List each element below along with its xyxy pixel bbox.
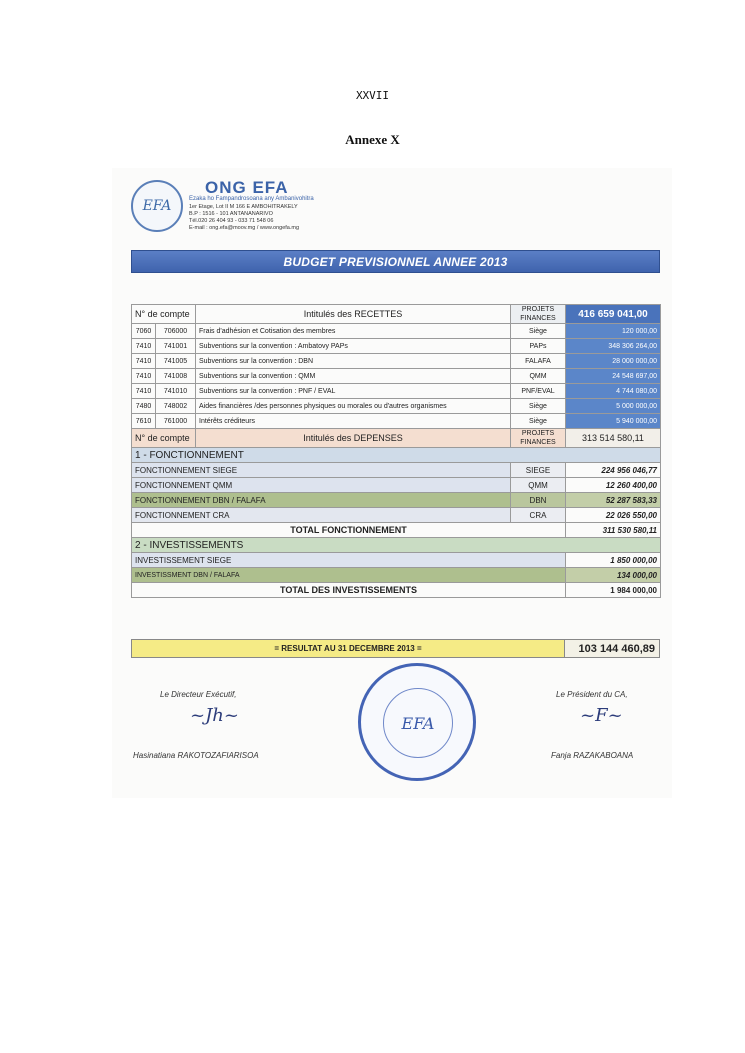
fonctionnement-label: FONCTIONNEMENT SIEGE: [132, 463, 511, 478]
recette-label: Aides financières /des personnes physiques ou morales ou d'autres organismes: [196, 399, 511, 414]
signature-right-handwritten-icon: ~F~: [580, 705, 623, 726]
recette-label: Subventions sur la convention : QMM: [196, 369, 511, 384]
org-name: ONG EFA: [205, 178, 289, 197]
sub-account-code: 741005: [156, 354, 196, 369]
recette-project: PNF/EVAL: [511, 384, 566, 399]
recettes-total: 416 659 041,00: [566, 305, 661, 324]
signature-right-title: Le Président du CA,: [556, 690, 628, 699]
table-row: [132, 399, 661, 414]
recette-amount: 120 000,00: [566, 324, 661, 339]
table-row: [132, 508, 661, 523]
recette-project: FALAFA: [511, 354, 566, 369]
fonctionnement-label: FONCTIONNEMENT CRA: [132, 508, 511, 523]
result-label: = RESULTAT AU 31 DECEMBRE 2013 =: [131, 639, 565, 658]
budget-banner: BUDGET PREVISIONNEL ANNEE 2013: [131, 250, 660, 273]
recette-amount: 5 000 000,00: [566, 399, 661, 414]
result-row: [131, 639, 660, 658]
account-code: 7060: [132, 324, 156, 339]
fonctionnement-project: SIEGE: [511, 463, 566, 478]
account-code: 7410: [132, 369, 156, 384]
table-row: [132, 553, 661, 568]
recette-project: PAPs: [511, 339, 566, 354]
recette-label: Intérêts créditeurs: [196, 414, 511, 429]
account-code: 7410: [132, 339, 156, 354]
account-code: 7410: [132, 354, 156, 369]
budget-table: [131, 304, 661, 598]
fonctionnement-amount: 22 026 550,00: [566, 508, 661, 523]
org-seal-logo: EFA: [131, 180, 183, 232]
page-number: XXVII: [355, 89, 390, 102]
sub-account-code: 741010: [156, 384, 196, 399]
sub-account-code: 761000: [156, 414, 196, 429]
org-address-1: 1er Etage, Lot II M 166 E AMBOHITRAKELY: [189, 204, 298, 210]
fonctionnement-label: FONCTIONNEMENT DBN / FALAFA: [132, 493, 511, 508]
account-code: 7610: [132, 414, 156, 429]
table-row: [132, 463, 661, 478]
table-row: [132, 324, 661, 339]
total-fonctionnement-label: TOTAL FONCTIONNEMENT: [132, 523, 566, 538]
recette-project: QMM: [511, 369, 566, 384]
signature-left-title: Le Directeur Exécutif,: [160, 690, 237, 699]
fonctionnement-section-title: 1 - FONCTIONNEMENT: [132, 448, 661, 463]
recettes-col-projets: PROJETS FINANCES: [511, 305, 566, 324]
org-address-2: B.P : 1516 - 101 ANTANANARIVO: [189, 211, 273, 217]
depenses-total: 313 514 580,11: [566, 429, 661, 448]
recette-label: Frais d'adhésion et Cotisation des membres: [196, 324, 511, 339]
sub-account-code: 741008: [156, 369, 196, 384]
recette-amount: 348 306 264,00: [566, 339, 661, 354]
fonctionnement-project: QMM: [511, 478, 566, 493]
table-row: [132, 493, 661, 508]
recette-amount: 24 548 697,00: [566, 369, 661, 384]
depenses-col-projets: PROJETS FINANCES: [511, 429, 566, 448]
investissement-label: INVESTISSEMENT SIEGE: [132, 553, 566, 568]
sub-account-code: 748002: [156, 399, 196, 414]
depenses-col-compte: N° de compte: [132, 429, 196, 448]
table-row: [132, 369, 661, 384]
fonctionnement-label: FONCTIONNEMENT QMM: [132, 478, 511, 493]
investissements-section-title: 2 - INVESTISSEMENTS: [132, 538, 661, 553]
sub-account-code: 741001: [156, 339, 196, 354]
org-logo-block: [131, 178, 361, 238]
fonctionnement-amount: 224 956 046,77: [566, 463, 661, 478]
total-investissements-amount: 1 984 000,00: [566, 583, 661, 598]
investissement-amount: 134 000,00: [566, 568, 661, 583]
account-code: 7480: [132, 399, 156, 414]
signature-right-name: Fanja RAZAKABOANA: [551, 751, 634, 760]
recette-label: Subventions sur la convention : DBN: [196, 354, 511, 369]
depenses-col-label: Intitulés des DEPENSES: [196, 429, 511, 448]
table-row: [132, 384, 661, 399]
recettes-col-label: Intitulés des RECETTES: [196, 305, 511, 324]
fonctionnement-project: DBN: [511, 493, 566, 508]
org-stamp-icon: [358, 663, 476, 781]
recette-project: Siège: [511, 414, 566, 429]
investissement-label: INVESTISSMENT DBN / FALAFA: [132, 568, 566, 583]
signature-left-handwritten-icon: ~Jh~: [190, 705, 239, 726]
total-investissements-label: TOTAL DES INVESTISSEMENTS: [132, 583, 566, 598]
org-subtitle: Ezaka ho Fampandrosoana any Ambanivohitra: [189, 196, 314, 202]
recette-label: Subventions sur la convention : Ambatovy PAPs: [196, 339, 511, 354]
table-row: [132, 414, 661, 429]
recette-project: Siège: [511, 324, 566, 339]
recette-project: Siège: [511, 399, 566, 414]
fonctionnement-amount: 12 260 400,00: [566, 478, 661, 493]
org-email: E-mail : ong.efa@moov.mg / www.ongefa.mg: [189, 225, 300, 231]
investissement-amount: 1 850 000,00: [566, 553, 661, 568]
sub-account-code: 706000: [156, 324, 196, 339]
recette-amount: 28 000 000,00: [566, 354, 661, 369]
recette-label: Subventions sur la convention : PNF / EVAL: [196, 384, 511, 399]
table-row: [132, 478, 661, 493]
table-row: [132, 354, 661, 369]
total-fonctionnement-amount: 311 530 580,11: [566, 523, 661, 538]
fonctionnement-amount: 52 287 583,33: [566, 493, 661, 508]
stamp-text: EFA: [383, 688, 453, 758]
table-row: [132, 568, 661, 583]
recettes-col-compte: N° de compte: [132, 305, 196, 324]
recette-amount: 4 744 080,00: [566, 384, 661, 399]
signature-left-name: Hasinatiana RAKOTOZAFIARISOA: [133, 751, 259, 760]
annex-title: Annexe X: [345, 132, 400, 147]
account-code: 7410: [132, 384, 156, 399]
fonctionnement-project: CRA: [511, 508, 566, 523]
org-phone: Tél.020 26 404 93 - 033 71 548 06: [189, 218, 274, 224]
result-value: 103 144 460,89: [565, 639, 660, 658]
table-row: [132, 339, 661, 354]
recette-amount: 5 940 000,00: [566, 414, 661, 429]
